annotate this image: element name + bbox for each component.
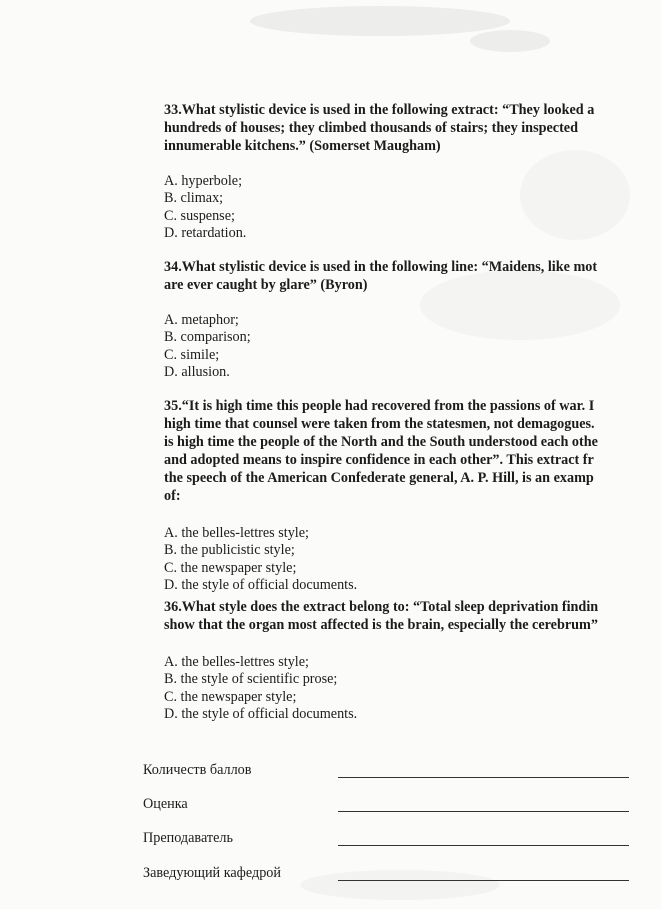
question-line: 33.What stylistic device is used in the following extract: “They looked a — [164, 102, 595, 118]
scan-smudge — [470, 30, 550, 52]
question-line: 36.What style does the extract belong to: “Total sleep deprivation findin — [164, 599, 599, 615]
answer-option-a[interactable]: A. metaphor; — [164, 312, 239, 328]
answer-option-c[interactable]: C. the newspaper style; — [164, 559, 297, 576]
question-line: is high time the people of the North and the South understood each othe — [164, 434, 598, 450]
question-text — [164, 258, 661, 294]
signature-line[interactable] — [338, 880, 629, 881]
question-line: 34.What stylistic device is used in the following line: “Maidens, like mot — [164, 259, 598, 275]
department-head-field — [143, 864, 633, 884]
field-label: Заведующий кафедрой — [143, 865, 281, 881]
question-line: and adopted means to inspire confidence in each other”. This extract fr — [164, 452, 594, 468]
question-36 — [164, 598, 661, 723]
signature-line[interactable] — [338, 845, 629, 846]
answer-option-b[interactable]: B. comparison; — [164, 329, 251, 346]
grade-field — [143, 795, 633, 815]
question-line: the speech of the American Confederate general, A. P. Hill, is an examp — [164, 470, 594, 486]
answer-option-d[interactable]: D. retardation. — [164, 224, 247, 241]
question-text — [164, 101, 661, 155]
question-text — [164, 397, 661, 505]
answer-option-d[interactable]: D. the style of official documents. — [164, 705, 358, 722]
answer-option-b[interactable]: B. climax; — [164, 190, 224, 207]
field-label: Оценка — [143, 796, 188, 812]
answer-options — [164, 654, 661, 723]
answer-option-c[interactable]: C. the newspaper style; — [164, 688, 297, 705]
question-text — [164, 598, 661, 634]
answer-option-c[interactable]: C. suspense; — [164, 207, 235, 224]
answer-option-d[interactable]: D. allusion. — [164, 363, 230, 380]
answer-option-d[interactable]: D. the style of official documents. — [164, 576, 358, 593]
question-line: 35.“It is high time this people had recovered from the passions of war. I — [164, 398, 595, 414]
question-line: hundreds of houses; they climbed thousands of stairs; they inspected — [164, 120, 578, 136]
field-label: Количеств баллов — [143, 762, 252, 778]
signature-line[interactable] — [338, 777, 629, 778]
question-line: innumerable kitchens.” (Somerset Maugham) — [164, 138, 441, 154]
question-line: high time that counsel were taken from the statesmen, not demagogues. — [164, 416, 595, 432]
question-line: show that the organ most affected is the brain, especially the cerebrum” — [164, 617, 598, 633]
answer-option-c[interactable]: C. simile; — [164, 346, 220, 363]
answer-options — [164, 525, 661, 594]
question-34 — [164, 258, 661, 381]
signature-line[interactable] — [338, 811, 629, 812]
answer-options — [164, 312, 661, 381]
teacher-field — [143, 829, 633, 849]
scan-smudge — [250, 6, 510, 36]
answer-option-a[interactable]: A. the belles-lettres style; — [164, 525, 309, 541]
answer-option-a[interactable]: A. hyperbole; — [164, 173, 243, 189]
answer-option-a[interactable]: A. the belles-lettres style; — [164, 654, 309, 670]
answer-options — [164, 173, 661, 242]
question-line: of: — [164, 488, 181, 504]
field-label: Преподаватель — [143, 830, 233, 846]
question-line: are ever caught by glare” (Byron) — [164, 277, 368, 293]
score-field — [143, 761, 633, 781]
question-33 — [164, 101, 661, 242]
answer-option-b[interactable]: B. the publicistic style; — [164, 542, 295, 559]
answer-option-b[interactable]: B. the style of scientific prose; — [164, 671, 338, 688]
question-35 — [164, 397, 661, 594]
